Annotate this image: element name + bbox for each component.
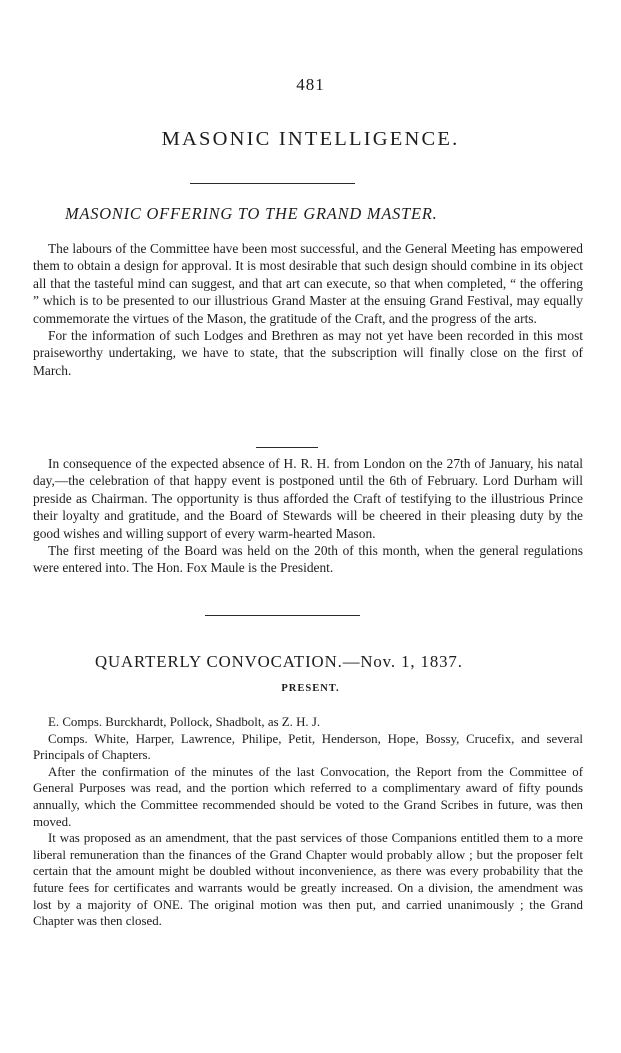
section-convocation-body — [33, 714, 583, 930]
page-number: 481 — [296, 75, 325, 94]
present-label: PRESENT. — [281, 683, 340, 694]
section-heading-offering: MASONIC OFFERING TO THE GRAND MASTER. — [65, 204, 438, 223]
section-festival-body — [33, 455, 583, 577]
paragraph: E. Comps. Burckhardt, Pollock, Shadbolt, as Z. H. J. — [48, 715, 321, 729]
paragraph: In consequence of the expected absence of H. R. H. from London on the 27th of January, his natal day,—the celebration of that happy event is postponed until the 6th of February. Lord Durham will preside as Chairman. The opportunity is thus afforded the Craft of testifying to the illustrious Prince their loyalty and gratitude, and the Board of Stewards will be cheered in their pleasing duty by the good wishes and willing support of every warm-hearted Mason. — [33, 456, 583, 541]
paragraph: After the confirmation of the minutes of the last Convocation, the Report from the Committee of General Purposes was read, and the portion which referred to a complimentary award of fifty pounds annually, which the Committee recommended should be voted to the Grand Scribes in future, was then moved. — [33, 764, 583, 829]
divider-rule — [256, 447, 318, 448]
paragraph: The first meeting of the Board was held on the 20th of this month, when the general regulations were entered into. The Hon. Fox Maule is the President. — [33, 543, 583, 576]
page-title: MASONIC INTELLIGENCE. — [161, 128, 460, 150]
section-offering-body — [33, 240, 583, 379]
paragraph: It was proposed as an amendment, that the past services of those Companions entitled them to a more liberal remuneration than the finances of the Grand Chapter would probably allow ; but the proposer felt certain that the amount might be doubled without inconvenience, as there was every probability that the future fees for certificates and warrants would be greatly increased. On a division, the amendment was lost by a majority of ONE. The original motion was then put, and carried unanimously ; the Grand Chapter was then closed. — [33, 831, 583, 929]
divider-rule — [190, 183, 355, 184]
paragraph: For the information of such Lodges and Brethren as may not yet have been recorded in this most praiseworthy undertaking, we have to state, that the subscription will finally close on the first of March. — [33, 328, 583, 378]
paragraph: Comps. White, Harper, Lawrence, Philipe, Petit, Henderson, Hope, Bossy, Crucefix, and several Principals of Chapters. — [33, 731, 583, 763]
section-heading-convocation: QUARTERLY CONVOCATION.—Nov. 1, 1837. — [95, 652, 463, 671]
divider-rule — [205, 615, 360, 616]
paragraph: The labours of the Committee have been most successful, and the General Meeting has empowered them to obtain a design for approval. It is most desirable that such design should combine in its object all that the tasteful mind can suggest, and that art can execute, so that when completed, “ the offering ” which is to be presented to our illustrious Grand Master at the ensuing Grand Festival, may equally commemorate the virtues of the Mason, the gratitude of the Craft, and the progress of the arts. — [33, 241, 583, 326]
